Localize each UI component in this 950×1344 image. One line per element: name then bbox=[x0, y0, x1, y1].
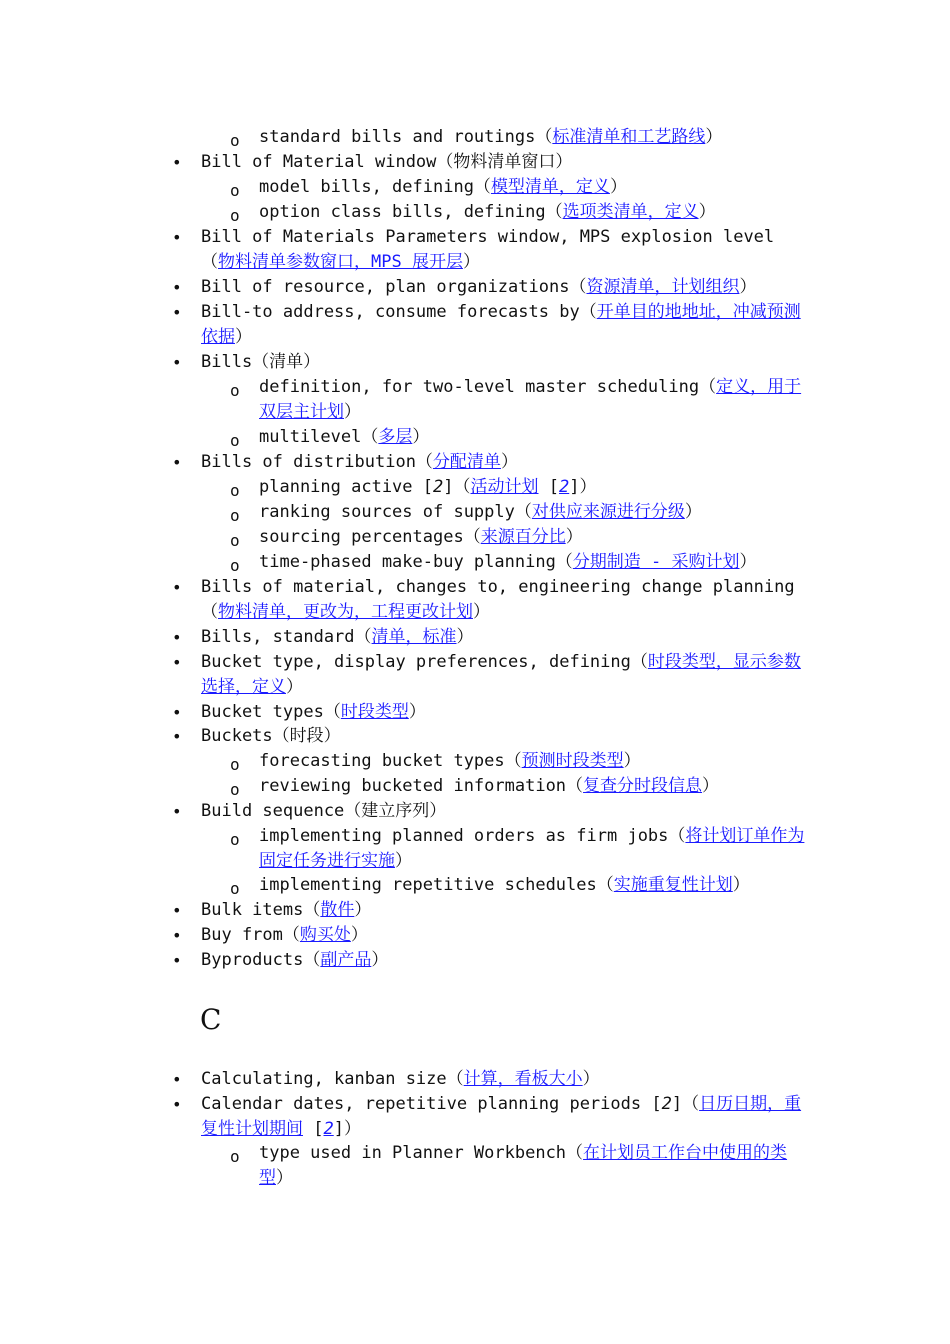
sub-bullet-icon: o bbox=[230, 879, 240, 898]
list-item: Bills of material, changes to, engineering change planning（物料清单，更改为，工程更改计划） bbox=[201, 577, 795, 622]
list-item: Calculating, kanban size（计算，看板大小） bbox=[201, 1069, 600, 1089]
sub-bullet-icon: o bbox=[230, 181, 240, 200]
index-link[interactable]: 定义，用于双层主计划 bbox=[259, 377, 802, 422]
index-link[interactable]: 来源百分比 bbox=[480, 527, 566, 547]
list-item: Bills, standard（清单，标准） bbox=[201, 627, 474, 647]
index-link[interactable]: 将计划订单作为固定任务进行实施 bbox=[259, 826, 805, 871]
index-link[interactable]: 开单目的地地址，冲减预测依据 bbox=[201, 302, 801, 347]
index-link-2[interactable]: 2 bbox=[558, 477, 570, 497]
bullet-icon: • bbox=[172, 278, 182, 297]
list-item: model bills, defining（模型清单，定义） bbox=[259, 177, 627, 197]
sub-bullet-icon: o bbox=[230, 131, 240, 150]
index-link[interactable]: 资源清单，计划组织 bbox=[586, 277, 740, 297]
sub-bullet-icon: o bbox=[230, 1147, 240, 1166]
index-link[interactable]: 时段类型，显示参数选择，定义 bbox=[201, 652, 801, 697]
index-link[interactable]: 复查分时段信息 bbox=[583, 776, 703, 796]
bullet-icon: • bbox=[172, 926, 182, 945]
index-link[interactable]: 标准清单和工艺路线 bbox=[552, 127, 706, 147]
list-item: multilevel（多层） bbox=[259, 427, 430, 447]
list-item: planning active [2]（活动计划 [2]） bbox=[259, 477, 597, 497]
bullet-icon: • bbox=[172, 153, 182, 172]
list-item: Bucket types（时段类型） bbox=[201, 702, 426, 722]
list-item: Byproducts（副产品） bbox=[201, 950, 389, 970]
index-link[interactable]: 模型清单，定义 bbox=[490, 177, 610, 197]
index-link[interactable]: 时段类型 bbox=[340, 702, 409, 722]
list-item: ranking sources of supply（对供应来源进行分级） bbox=[259, 502, 702, 522]
index-link[interactable]: 散件 bbox=[320, 900, 355, 920]
list-item: forecasting bucket types（预测时段类型） bbox=[259, 751, 641, 771]
list-item: Build sequence（建立序列） bbox=[201, 801, 447, 821]
index-link[interactable]: 活动计划 bbox=[470, 477, 539, 497]
index-link[interactable]: 物料清单参数窗口，MPS 展开层 bbox=[218, 252, 463, 272]
list-item: Bills（清单） bbox=[201, 352, 321, 372]
list-item: Bills of distribution（分配清单） bbox=[201, 452, 518, 472]
index-link[interactable]: 多层 bbox=[378, 427, 413, 447]
list-item: implementing repetitive schedules（实施重复性计划） bbox=[259, 875, 750, 895]
bullet-icon: • bbox=[172, 802, 182, 821]
index-link-2[interactable]: 2 bbox=[323, 1119, 334, 1139]
sub-bullet-icon: o bbox=[230, 431, 240, 450]
bullet-icon: • bbox=[172, 727, 182, 746]
list-item: implementing planned orders as firm jobs（将计划订单作为固定任务进行实施） bbox=[259, 826, 805, 871]
index-link[interactable]: 实施重复性计划 bbox=[613, 875, 733, 895]
list-item: Buckets（时段） bbox=[201, 726, 341, 746]
list-item: option class bills, defining（选项类清单，定义） bbox=[259, 202, 716, 222]
list-item: type used in Planner Workbench（在计划员工作台中使用的类型） bbox=[259, 1143, 788, 1188]
bullet-icon: • bbox=[172, 1070, 182, 1089]
index-link[interactable]: 预测时段类型 bbox=[521, 751, 624, 771]
list-item: standard bills and routings（标准清单和工艺路线） bbox=[259, 127, 723, 147]
index-link[interactable]: 分期制造 - 采购计划 bbox=[572, 552, 740, 572]
sub-bullet-icon: o bbox=[230, 481, 240, 500]
section-heading: C bbox=[200, 1003, 222, 1036]
bullet-icon: • bbox=[172, 578, 182, 597]
index-link[interactable]: 计算，看板大小 bbox=[463, 1069, 583, 1089]
bullet-icon: • bbox=[172, 628, 182, 647]
index-link[interactable]: 购买处 bbox=[299, 925, 351, 945]
bullet-icon: • bbox=[172, 1095, 182, 1114]
list-item: Buy from（购买处） bbox=[201, 925, 368, 945]
list-item: Bill of resource, plan organizations（资源清单，计划组织） bbox=[201, 277, 757, 297]
sub-bullet-icon: o bbox=[230, 556, 240, 575]
sub-bullet-icon: o bbox=[230, 830, 240, 849]
index-link[interactable]: 物料清单，更改为，工程更改计划 bbox=[218, 602, 473, 622]
bullet-icon: • bbox=[172, 703, 182, 722]
index-link[interactable]: 日历日期，重复性计划期间 bbox=[201, 1094, 802, 1139]
list-item: reviewing bucketed information（复查分时段信息） bbox=[259, 776, 720, 796]
bullet-icon: • bbox=[172, 653, 182, 672]
list-item: sourcing percentages（来源百分比） bbox=[259, 527, 583, 547]
sub-bullet-icon: o bbox=[230, 755, 240, 774]
index-link[interactable]: 清单，标准 bbox=[371, 627, 457, 647]
sub-bullet-icon: o bbox=[230, 531, 240, 550]
bullet-icon: • bbox=[172, 453, 182, 472]
sub-bullet-icon: o bbox=[230, 780, 240, 799]
index-link[interactable]: 选项类清单，定义 bbox=[562, 202, 699, 222]
list-item: Calendar dates, repetitive planning periods [2]（日历日期，重复性计划期间 [2]） bbox=[201, 1094, 802, 1139]
sub-bullet-icon: o bbox=[230, 206, 240, 225]
list-item: Bill of Materials Parameters window, MPS explosion level（物料清单参数窗口，MPS 展开层） bbox=[201, 227, 775, 272]
bullet-icon: • bbox=[172, 303, 182, 322]
list-item: Bulk items（散件） bbox=[201, 900, 372, 920]
list-item: Bill-to address, consume forecasts by（开单目的地地址，冲减预测依据） bbox=[201, 302, 801, 347]
list-item: Bucket type, display preferences, defining（时段类型，显示参数选择，定义） bbox=[201, 652, 801, 697]
sub-bullet-icon: o bbox=[230, 381, 240, 400]
bullet-icon: • bbox=[172, 353, 182, 372]
bullet-icon: • bbox=[172, 901, 182, 920]
sub-bullet-icon: o bbox=[230, 506, 240, 525]
list-item: Bill of Material window（物料清单窗口） bbox=[201, 152, 573, 172]
index-link[interactable]: 对供应来源进行分级 bbox=[531, 502, 685, 522]
index-link[interactable]: 分配清单 bbox=[432, 452, 501, 472]
bullet-icon: • bbox=[172, 228, 182, 247]
list-item: time-phased make-buy planning（分期制造 - 采购计划） bbox=[259, 552, 757, 572]
list-item: definition, for two-level master scheduling（定义，用于双层主计划） bbox=[259, 377, 802, 422]
index-link[interactable]: 在计划员工作台中使用的类型 bbox=[259, 1143, 788, 1188]
index-link[interactable]: 副产品 bbox=[320, 950, 372, 970]
bullet-icon: • bbox=[172, 951, 182, 970]
